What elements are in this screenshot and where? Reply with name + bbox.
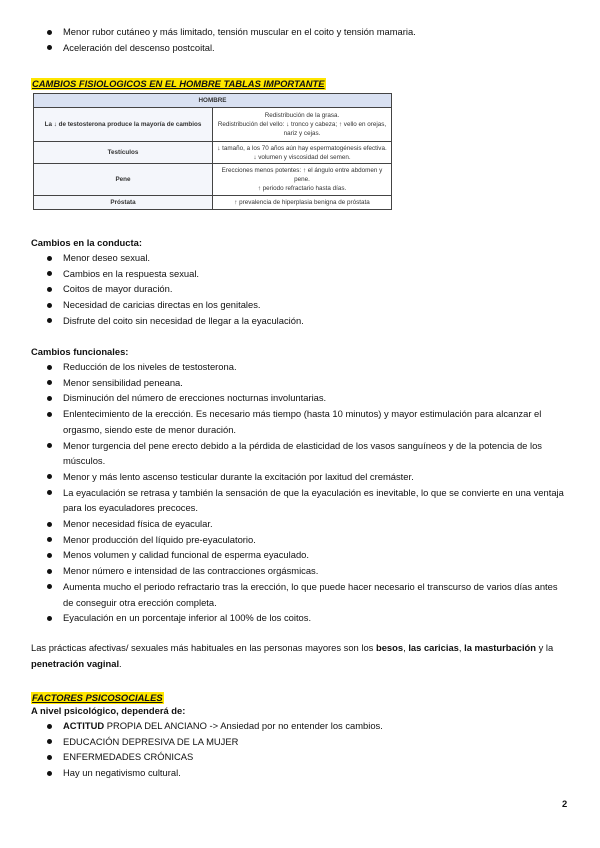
list-item (0, 359, 600, 375)
list-item (0, 438, 600, 469)
bullet-dot-icon (47, 30, 52, 35)
bullet-dot-icon (47, 303, 52, 308)
table-cell (213, 108, 392, 142)
list-item (0, 266, 600, 282)
list-item (0, 610, 600, 626)
table-row (34, 196, 392, 210)
table-cell (213, 142, 392, 164)
list-item-text: Menor necesidad física de eyacular. (63, 518, 213, 530)
list-item-text: Reducción de los niveles de testosterona. (63, 361, 237, 372)
bullet-dot-icon (47, 474, 52, 479)
bullet-dot-icon (47, 537, 52, 542)
table-row (34, 142, 392, 164)
table-cell (213, 164, 392, 196)
list-item-text: Eyaculación en un porcentaje inferior al 100% de los coitos. (63, 612, 312, 624)
bullet-dot-icon (47, 724, 52, 729)
bullet-dot-icon (47, 318, 52, 323)
bullet-dot-icon (47, 553, 52, 558)
conducta-title: Cambios en la conducta: (31, 237, 142, 248)
list-item (0, 469, 600, 485)
list-item (0, 547, 600, 563)
list-item-text: Menor y más lento ascenso testicular durante la excitación por laxitud del cremáster. (63, 470, 414, 482)
bullet-dot-icon (47, 412, 52, 417)
section-heading-text: CAMBIOS FISIOLOGICOS EN EL HOMBRE TABLAS IMPORTANTE (32, 78, 325, 89)
section-heading-hombre (31, 74, 326, 92)
bullet-dot-icon (47, 380, 52, 385)
table-header: HOMBRE (34, 94, 392, 108)
list-item-text: Hay un negativismo cultural. (63, 767, 181, 779)
paragraph-text: Las prácticas afectivas/ sexuales más habituales en las personas mayores son los (31, 642, 374, 653)
bold-term: besos (375, 642, 404, 653)
bullet-dot-icon (47, 365, 52, 370)
table-row-label: Pene (34, 164, 213, 196)
list-item-text: Disminución del número de erecciones nocturnas involuntarias. (63, 392, 327, 404)
table-row-label: Testículos (34, 142, 213, 164)
list-item-text: Menor rubor cutáneo y más limitado, tensión muscular en el coito y tensión mamaria. (63, 26, 416, 37)
bullet-dot-icon (47, 771, 52, 776)
list-item (0, 734, 600, 750)
intro-bullet-list (0, 24, 600, 55)
bullet-dot-icon (47, 739, 52, 744)
list-item (0, 40, 600, 56)
table-row-label: La ↓ de testosterona produce la mayoría de cambios (34, 108, 213, 142)
bullet-dot-icon (47, 271, 52, 276)
funcionales-title: Cambios funcionales: (31, 346, 129, 357)
list-item-text: Enlentecimiento de la erección. Es necesario más tiempo (hasta 10 minutos) y mayor estimulación para alcanzar el orgasmo, siendo este de menor duración. (63, 408, 542, 435)
list-item (0, 532, 600, 548)
list-item-text: ENFERMEDADES CRÓNICAS (63, 751, 194, 763)
list-item (0, 281, 600, 297)
table-row-label: Próstata (34, 196, 213, 210)
practicas-paragraph (31, 640, 576, 671)
list-item-text: Coitos de mayor duración. (63, 283, 173, 295)
bullet-dot-icon (47, 522, 52, 527)
list-item-text: Aceleración del descenso postcoital. (63, 41, 215, 53)
bullet-dot-icon (47, 569, 52, 574)
separator-text: , (403, 642, 406, 653)
list-item-text: PROPIA DEL ANCIANO -> Ansiedad por no entender los cambios. (104, 720, 383, 731)
table-cell-line: ↓ volumen y viscosidad del semen. (253, 153, 351, 161)
list-item-text: La eyaculación se retrasa y también la sensación de que la eyaculación es inevitable, lo que se convierte en una ventaja para los eyaculadores precoces. (63, 486, 564, 514)
table-cell-line: Redistribución de la grasa. (264, 112, 340, 119)
bold-term: la masturbación (464, 642, 537, 653)
page-number: 2 (562, 798, 568, 809)
bullet-dot-icon (47, 287, 52, 292)
table-header-row (34, 94, 392, 108)
table-row (34, 164, 392, 196)
list-item (0, 749, 600, 765)
list-item-text: Necesidad de caricias directas en los genitales. (63, 299, 261, 311)
list-item-text: Disfrute del coito sin necesidad de llegar a la eyaculación. (63, 314, 304, 326)
list-item-text: Menor deseo sexual. (63, 252, 151, 263)
bullet-dot-icon (47, 490, 52, 495)
table-cell-line: Erecciones menos potentes: ↑ el ángulo entre abdomen y pene. (221, 167, 383, 183)
list-item-text: Menor sensibilidad peneana. (63, 376, 183, 388)
bullet-dot-icon (47, 616, 52, 621)
bullet-dot-icon (47, 443, 52, 448)
psicosociales-list (0, 718, 600, 781)
list-item (0, 516, 600, 532)
list-item (0, 250, 600, 266)
funcionales-list (0, 359, 600, 626)
list-item (0, 406, 600, 437)
separator-text: . (119, 657, 122, 669)
list-item-text: Menor número e intensidad de las contracciones orgásmicas. (63, 565, 319, 577)
list-item (0, 563, 600, 579)
separator-text: y la (538, 642, 554, 653)
table-cell-line: ↑ periodo refractario hasta días. (257, 185, 347, 192)
bullet-dot-icon (47, 584, 52, 589)
list-item (0, 579, 600, 610)
bullet-dot-icon (47, 45, 52, 50)
list-item (0, 24, 600, 40)
list-item (0, 297, 600, 313)
bullet-dot-icon (47, 396, 52, 401)
list-item (0, 375, 600, 391)
list-item (0, 718, 600, 734)
table-cell (213, 196, 392, 210)
conducta-list (0, 250, 600, 329)
list-item-text: Menor turgencia del pene erecto debido a la pérdida de elasticidad de los vasos sanguíneos y de la potencia de los músculos. (63, 439, 542, 467)
bullet-dot-icon (47, 755, 52, 760)
bold-term: ACTITUD (63, 720, 105, 731)
list-item-text: Menos volumen y calidad funcional de esperma eyaculado. (63, 549, 309, 561)
list-item-text: Aumenta mucho el periodo refractario tras la erección, lo que puede hacer necesario el transcurso de varios días antes de conseguir otra erección completa. (63, 580, 558, 608)
list-item-text: Cambios en la respuesta sexual. (63, 267, 200, 279)
section-heading-text: FACTORES PSICOSOCIALES (32, 692, 163, 703)
separator-text: , (458, 642, 462, 653)
bold-term: las caricias (408, 642, 459, 653)
bold-term: penetración vaginal (31, 657, 120, 669)
table-cell-line: ↑ prevalencia de hiperplasia benigna de próstata (234, 199, 370, 206)
table-row (34, 108, 392, 142)
psicosociales-subtitle: A nivel psicológico, dependerá de: (31, 705, 186, 716)
table-cell-line: Redistribución del vello: ↓ tronco y cabeza; ↑ vello en orejas, nariz y cejas. (217, 121, 387, 137)
list-item-text: Menor producción del líquido pre-eyaculatorio. (63, 533, 256, 545)
list-item (0, 765, 600, 781)
list-item (0, 485, 600, 516)
table-cell-line: ↓ tamaño, a los 70 años aún hay espermatogénesis efectiva. (217, 144, 387, 152)
list-item (0, 390, 600, 406)
list-item-text: EDUCACIÓN DEPRESIVA DE LA MUJER (63, 735, 239, 747)
list-item (0, 313, 600, 329)
bullet-dot-icon (47, 256, 52, 261)
hombre-table (33, 93, 392, 210)
